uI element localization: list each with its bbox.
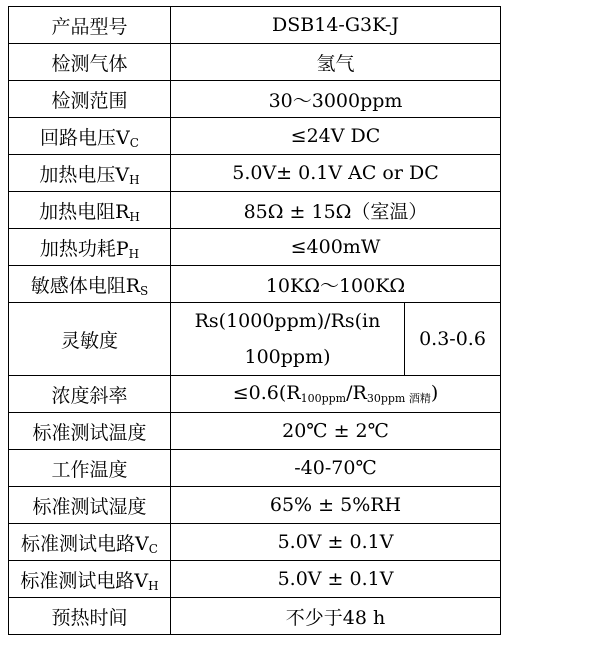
row-label: 浓度斜率 — [9, 376, 171, 413]
row-value: 20℃ ± 2℃ — [171, 413, 501, 450]
row-label: 预热时间 — [9, 598, 171, 635]
table-row — [9, 598, 501, 635]
row-label: 检测范围 — [9, 81, 171, 118]
row-label: 灵敏度 — [9, 303, 171, 376]
row-value: 30～3000ppm — [171, 81, 501, 118]
row-value: -40-70℃ — [171, 450, 501, 487]
table-row — [9, 413, 501, 450]
table-row — [9, 561, 501, 598]
row-label: 工作温度 — [9, 450, 171, 487]
row-label: 产品型号 — [9, 7, 171, 44]
table-row — [9, 376, 501, 413]
row-value: ≤400mW — [171, 229, 501, 266]
table-row — [9, 155, 501, 192]
row-value: 5.0V ± 0.1V — [171, 524, 501, 561]
table-row — [9, 266, 501, 303]
row-value: 不少于48 h — [171, 598, 501, 635]
row-value: 5.0V± 0.1V AC or DC — [171, 155, 501, 192]
table-row — [9, 7, 501, 44]
row-label: 敏感体电阻$R_S$ — [9, 266, 171, 303]
table-row — [9, 487, 501, 524]
table-row — [9, 192, 501, 229]
row-label: 标准测试电路$V_H$ — [9, 561, 171, 598]
row-value: Rs(1000ppm)/Rs(in 100ppm) — [171, 303, 405, 376]
row-value: 10KΩ～100KΩ — [171, 266, 501, 303]
table-row — [9, 524, 501, 561]
row-label: 加热功耗$P_H$ — [9, 229, 171, 266]
table-row — [9, 118, 501, 155]
row-value: 氢气 — [171, 44, 501, 81]
row-value: $\le 0.6(R_{100ppm}/R_{30ppm 酒精})$ — [171, 376, 501, 413]
row-label: 标准测试电路$V_C$ — [9, 524, 171, 561]
row-range: 0.3-0.6 — [405, 303, 501, 376]
row-value: ≤24V DC — [171, 118, 501, 155]
row-label: 加热电阻$R_H$ — [9, 192, 171, 229]
table-row — [9, 229, 501, 266]
row-label: 标准测试温度 — [9, 413, 171, 450]
row-value: 85Ω ± 15Ω（室温） — [171, 192, 501, 229]
row-label: 检测气体 — [9, 44, 171, 81]
table-row — [9, 303, 501, 376]
row-label: 标准测试湿度 — [9, 487, 171, 524]
row-label: 回路电压$V_C$ — [9, 118, 171, 155]
table-row — [9, 44, 501, 81]
spec-table — [8, 6, 501, 635]
table-row — [9, 81, 501, 118]
row-value: DSB14-G3K-J — [171, 7, 501, 44]
row-value: 5.0V ± 0.1V — [171, 561, 501, 598]
row-value: 65% ± 5%RH — [171, 487, 501, 524]
row-label: 加热电压$V_H$ — [9, 155, 171, 192]
table-row — [9, 450, 501, 487]
